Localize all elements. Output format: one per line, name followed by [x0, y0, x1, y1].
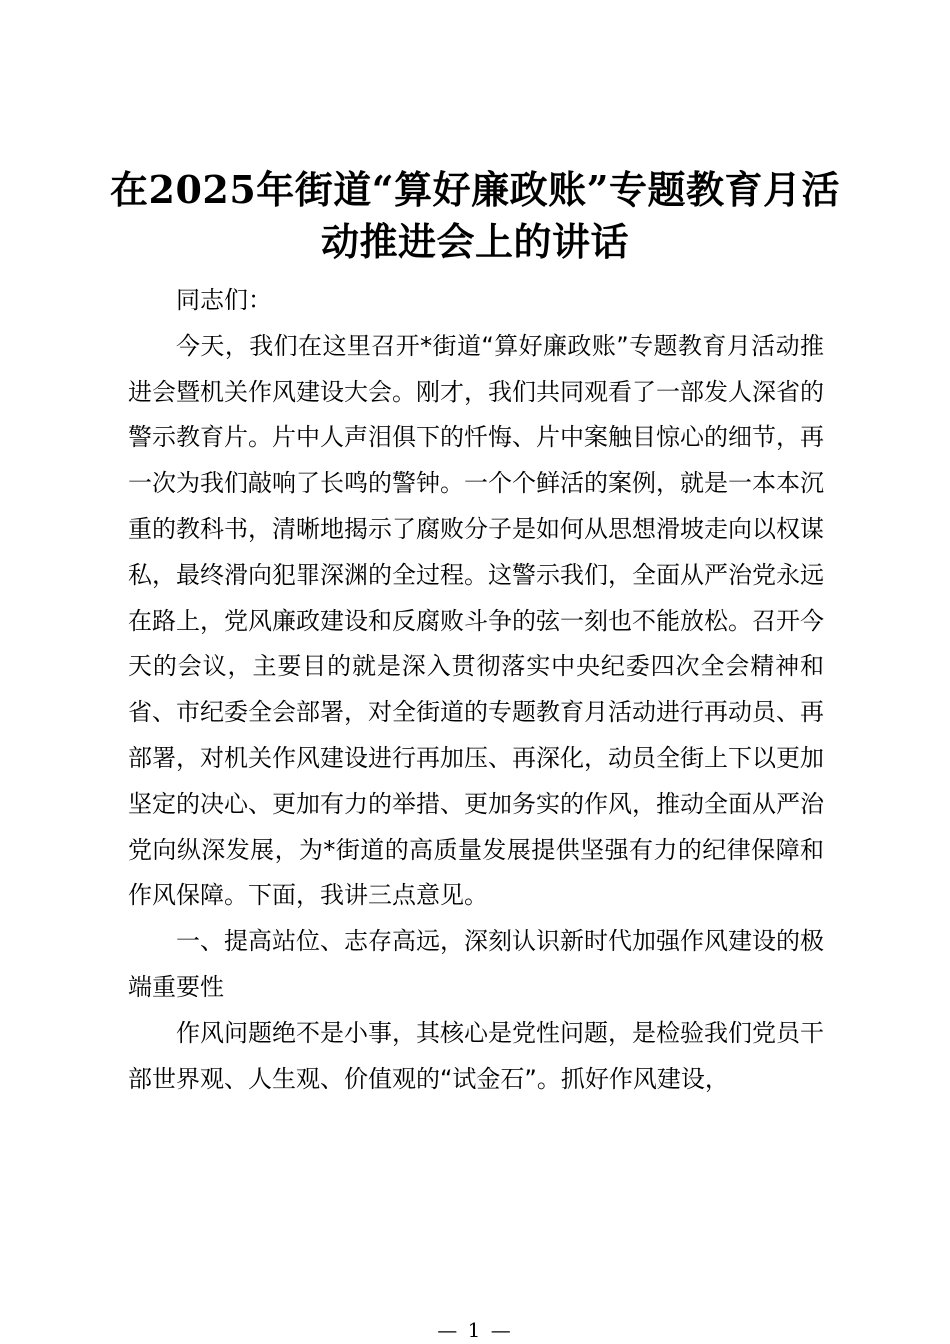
- document-body: [128, 278, 824, 1102]
- page-number: — 1 —: [437, 1318, 513, 1342]
- section-heading: 一、提高站位、志存高远，深刻认识新时代加强作风建设的极端重要性: [128, 927, 824, 1001]
- body-paragraph: 作风问题绝不是小事，其核心是党性问题，是检验我们党员干部世界观、人生观、价值观的“试金石”。抓好作风建设，: [128, 1018, 824, 1093]
- body-paragraph: 今天，我们在这里召开*街道“算好廉政账”专题教育月活动推进会暨机关作风建设大会。刚才，我们共同观看了一部发人深省的警示教育片。片中人声泪俱下的忏悔、片中案触目惊心的细节，再一次为我们敲响了长鸣的警钟。一个个鲜活的案例，就是一本本沉重的教科书，清晰地揭示了腐败分子是如何从思想滑坡走向以权谋私，最终滑向犯罪深渊的全过程。这警示我们，全面从严治党永远在路上，党风廉政建设和反腐败斗争的弦一刻也不能放松。召开今天的会议，主要目的就是深入贯彻落实中央纪委四次全会精神和省、市纪委全会部署，对全街道的专题教育月活动进行再动员、再部署，对机关作风建设进行再加压、再深化，动员全街上下以更加坚定的决心、更加有力的举措、更加务实的作风，推动全面从严治党向纵深发展，为*街道的高质量发展提供坚强有力的纪律保障和作风保障。下面，我讲三点意见。: [128, 331, 824, 910]
- salutation: 同志们：: [176, 286, 272, 314]
- document-title: 在2025年街道“算好廉政账”专题教育月活动推进会上的讲话: [110, 167, 840, 264]
